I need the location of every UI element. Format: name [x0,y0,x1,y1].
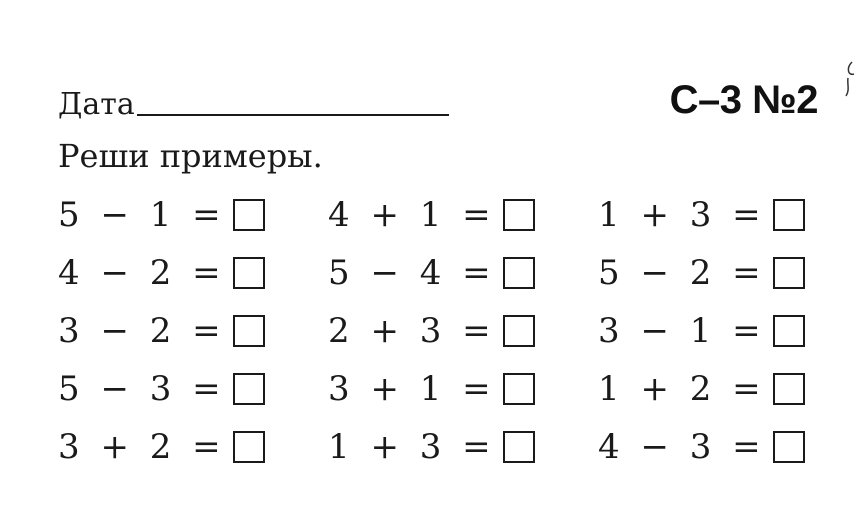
pen-mark-icon [838,58,858,98]
example-expression: 3 + 2 = [58,427,223,467]
example [328,360,535,418]
answer-box[interactable] [503,199,535,231]
examples-column-2 [328,186,535,476]
example-expression: 5 − 4 = [328,253,493,293]
example-expression: 4 + 1 = [328,195,493,235]
example-expression: 3 + 1 = [328,369,493,409]
answer-box[interactable] [773,373,805,405]
example [58,244,265,302]
example-expression: 1 + 3 = [598,195,763,235]
example-expression: 5 − 3 = [58,369,223,409]
example-expression: 2 + 3 = [328,311,493,351]
instruction: Реши примеры. [58,137,323,175]
example-expression: 3 − 2 = [58,311,223,351]
answer-box[interactable] [233,199,265,231]
answer-box[interactable] [503,315,535,347]
answer-box[interactable] [233,431,265,463]
answer-box[interactable] [773,199,805,231]
example-expression: 4 − 3 = [598,427,763,467]
example-expression: 1 + 3 = [328,427,493,467]
date-row [58,78,449,122]
answer-box[interactable] [773,431,805,463]
example [328,244,535,302]
answer-box[interactable] [773,315,805,347]
example [328,418,535,476]
work-code: С–3 №2 [669,78,818,122]
example-expression: 1 + 2 = [598,369,763,409]
example [58,186,265,244]
example [58,302,265,360]
answer-box[interactable] [503,373,535,405]
date-blank-line[interactable] [137,114,449,116]
examples-column-3 [598,186,805,476]
answer-box[interactable] [773,257,805,289]
example [328,186,535,244]
date-label: Дата [58,87,135,122]
answer-box[interactable] [233,315,265,347]
example [598,360,805,418]
example [58,418,265,476]
examples-column-1 [58,186,265,476]
example-expression: 3 − 1 = [598,311,763,351]
example [328,302,535,360]
example [598,244,805,302]
examples-grid [58,186,818,476]
example [58,360,265,418]
example [598,302,805,360]
example [598,186,805,244]
answer-box[interactable] [233,257,265,289]
answer-box[interactable] [503,431,535,463]
example-expression: 5 − 2 = [598,253,763,293]
example-expression: 4 − 2 = [58,253,223,293]
example-expression: 5 − 1 = [58,195,223,235]
answer-box[interactable] [503,257,535,289]
example [598,418,805,476]
answer-box[interactable] [233,373,265,405]
